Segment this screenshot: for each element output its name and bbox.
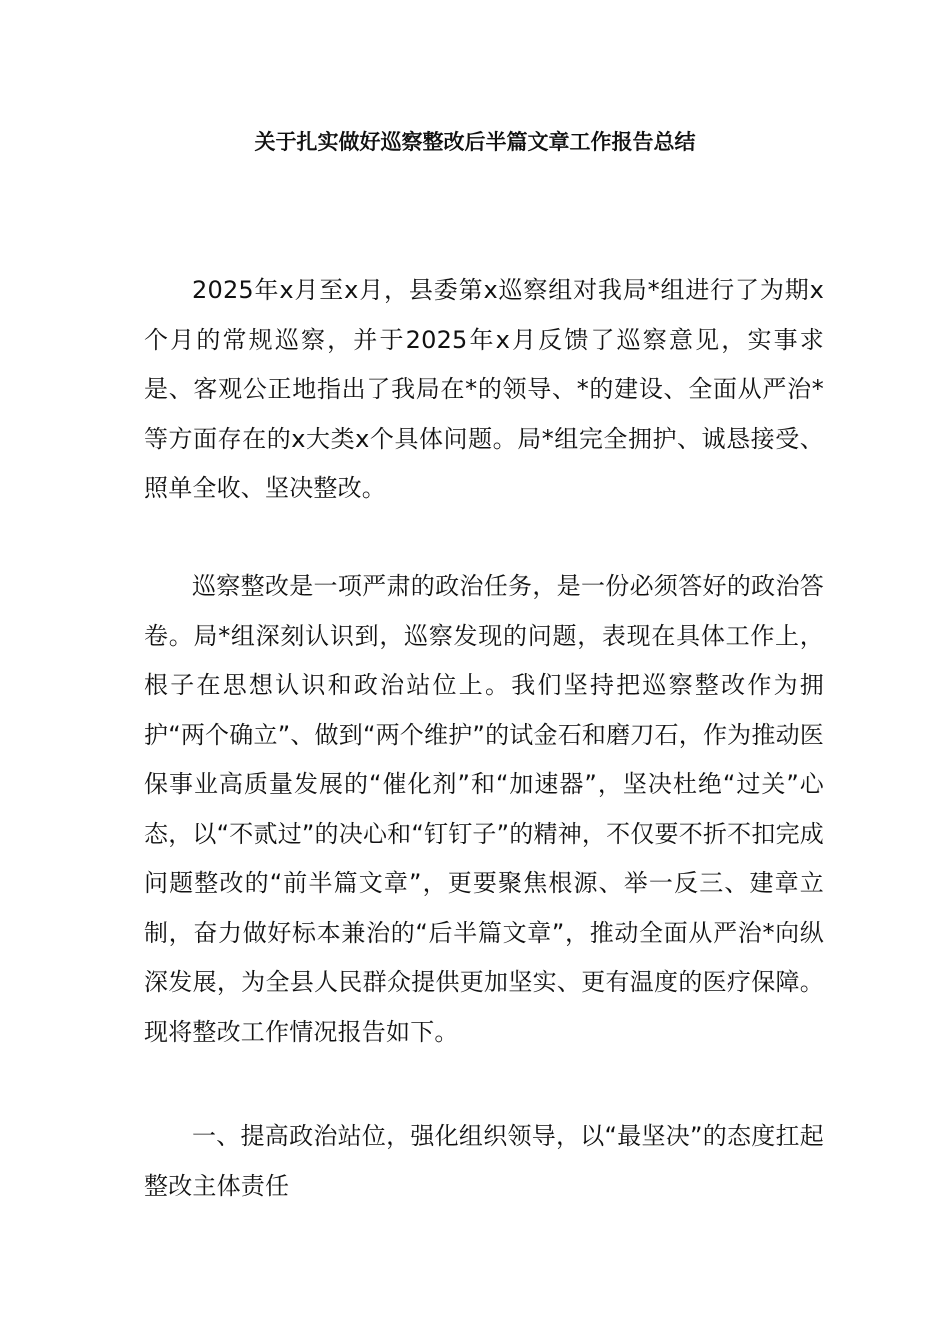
intro-paragraph: 2025年x月至x月，县委第x巡察组对我局*组进行了为期x个月的常规巡察，并于2025年x月反馈了巡察意见，实事求是、客观公正地指出了我局在*的领导、*的建设、全面从严治*等方面存在的x大类x个具体问题。局*组完全拥护、诚恳接受、照单全收、坚决整改。 [144,276,824,502]
body-paragraph: 巡察整改是一项严肃的政治任务，是一份必须答好的政治答卷。局*组深刻认识到，巡察发现的问题，表现在具体工作上，根子在思想认识和政治站位上。我们坚持把巡察整改作为拥护“两个确立”、做到“两个维护”的试金石和磨刀石，作为推动医保事业高质量发展的“催化剂”和“加速器”，坚决杜绝“过关”心态，以“不贰过”的决心和“钉钉子”的精神，不仅要不折不扣完成问题整改的“前半篇文章”，更要聚焦根源、举一反三、建章立制，奋力做好标本兼治的“后半篇文章”，推动全面从严治*向纵深发展，为全县人民群众提供更加坚实、更有温度的医疗保障。现将整改工作情况报告如下。 [144,572,824,1046]
section-heading: 一、提高政治站位，强化组织领导，以“最坚决”的态度扛起整改主体责任 [144,1122,824,1200]
document-title: 关于扎实做好巡察整改后半篇文章工作报告总结 [254,130,696,154]
